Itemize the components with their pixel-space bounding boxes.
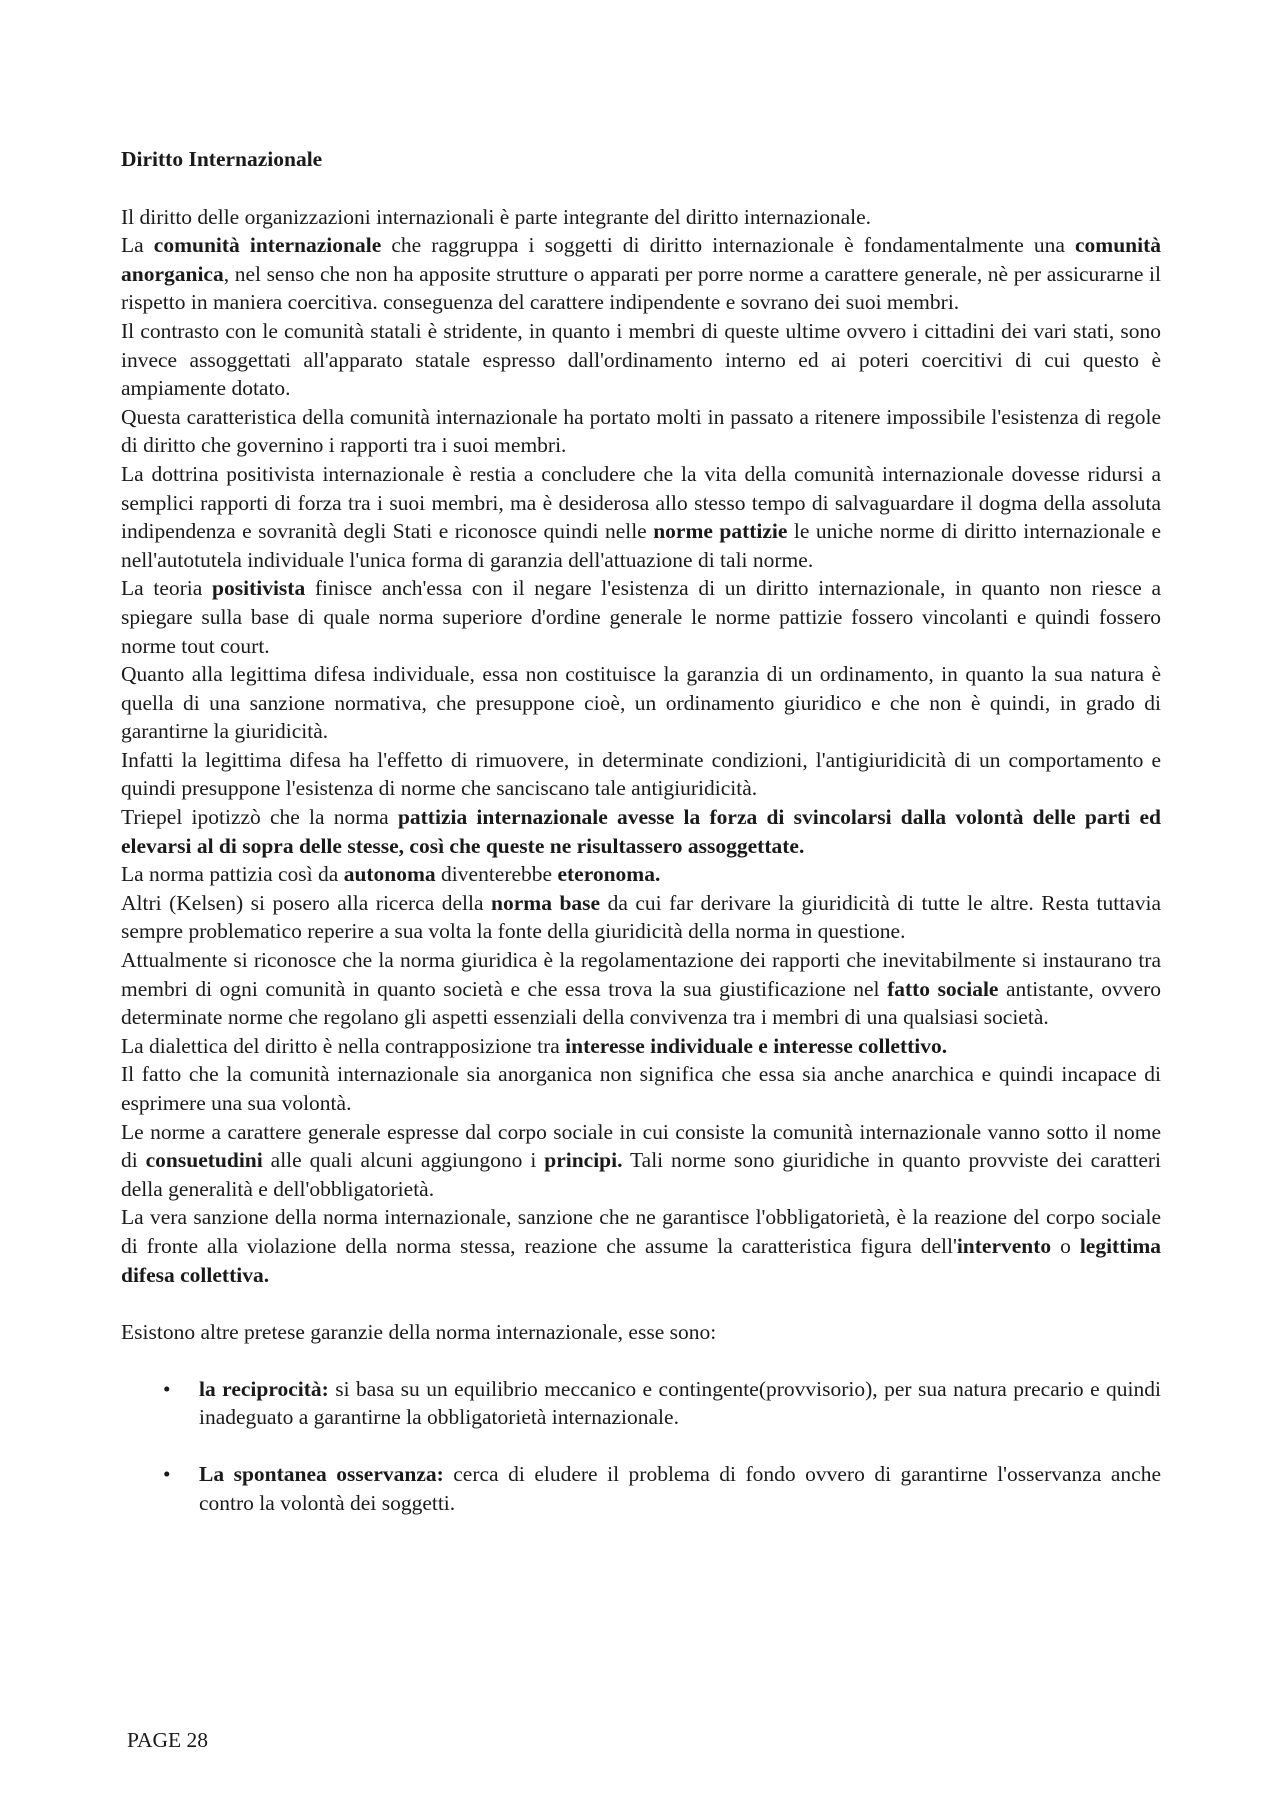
paragraph	[121, 460, 1161, 574]
paragraph	[121, 860, 1161, 889]
page-number: PAGE 28	[127, 1728, 209, 1752]
paragraph	[121, 889, 1161, 946]
text-run: da cui far derivare la giuridicità di tutte le altre. Resta tuttavia sempre problematico reperire a sua volta la fonte della giuridicità della norma in questione.	[121, 890, 1162, 944]
paragraph-list	[121, 203, 1161, 1290]
bold-text: positivista	[212, 576, 306, 601]
list-intro: Esistono altre pretese garanzie della norma internazionale, esse sono:	[121, 1320, 717, 1345]
paragraph	[121, 231, 1161, 317]
text-run: finisce anch'essa con il negare l'esistenza di un diritto internazionale, in quanto non riesce a spiegare sulla base di quale norma superiore d'ordine generale le norme pattizie fossero vincolanti e quindi fossero norme tout court.	[121, 576, 1161, 658]
bold-text: autonoma	[343, 862, 436, 887]
bold-text: norme pattizie	[653, 519, 788, 544]
bold-text: comunità internazionale	[153, 233, 382, 258]
paragraph	[121, 946, 1161, 1032]
bold-text: legittima difesa collettiva.	[121, 1233, 1162, 1287]
text-run: Il fatto che la comunità internazionale sia anorganica non significa che essa sia anche anarchica e quindi incapace di esprimere una sua volontà.	[121, 1062, 1161, 1115]
bold-text: pattizia internazionale avesse la forza di svincolarsi dalla volontà delle parti ed elevarsi al di sopra delle stesse, così che queste ne risultassero assoggettate.	[121, 805, 1161, 858]
text-run: Attualmente si riconosce che la norma giuridica è la regolamentazione dei rapporti che inevitabilmente si instaurano tra membri di ogni comunità in quanto società e che essa trova la sua giustificazione nel	[121, 948, 1161, 1001]
text-run: Infatti la legittima difesa ha l'effetto di rimuovere, in determinate condizioni, l'antigiuridicità di un comportamento e quindi presuppone l'esistenza di norme che sanciscano tale antigiuridicità.	[121, 747, 1161, 801]
bold-text: principi.	[544, 1148, 623, 1173]
text-run: La teoria	[121, 576, 213, 601]
bullet-icon: •	[163, 1376, 171, 1401]
text-run: alle quali alcuni aggiungono i	[262, 1148, 545, 1173]
document-body	[121, 145, 1161, 1545]
paragraph	[121, 803, 1161, 860]
text-run: La	[121, 233, 154, 258]
text-run: che raggruppa i soggetti di diritto internazionale è fondamentalmente una	[381, 233, 1075, 258]
text-run: si basa su un equilibrio meccanico e contingente(provvisorio), per sua natura precario e quindi inadeguato a garantirne la obbligatorietà internazionale.	[199, 1376, 1161, 1430]
bold-text: interesse individuale e interesse collettivo.	[565, 1033, 948, 1058]
text-run: La vera sanzione della norma internazionale, sanzione che ne garantisce l'obbligatorietà, è la reazione del corpo sociale di fronte alla violazione della norma stessa, reazione che assume la caratteristica figura dell'	[121, 1205, 1161, 1258]
bold-text: comunità anorganica	[121, 233, 1161, 286]
text-run: Altri (Kelsen) si posero alla ricerca della	[121, 890, 492, 915]
text-run: le uniche norme di diritto internazionale e nell'autotutela individuale l'unica forma di garanzia dell'attuazione di tali norme.	[121, 519, 1162, 572]
paragraph	[121, 403, 1161, 460]
paragraph	[121, 746, 1161, 803]
text-run: La dialettica del diritto è nella contrapposizione tra	[121, 1033, 566, 1058]
paragraph	[121, 1118, 1161, 1204]
text-run: cerca di eludere il problema di fondo ovvero di garantirne l'osservanza anche contro la volontà dei soggetti.	[199, 1461, 1161, 1515]
paragraph	[121, 1032, 1161, 1061]
bullet-list	[121, 1375, 1161, 1517]
text-run: Le norme a carattere generale espresse dal corpo sociale in cui consiste la comunità internazionale vanno sotto il nome di	[121, 1119, 1161, 1173]
bold-text: norma base	[491, 890, 601, 915]
bold-text: eteronoma.	[557, 862, 661, 887]
text-run: , nel senso che non ha apposite strutture o apparati per porre norme a carattere generale, nè per assicurarne il rispetto in maniera coercitiva. conseguenza del carattere indipendente e sovrano dei suoi membri.	[121, 261, 1161, 315]
text-run: Quanto alla legittima difesa individuale, essa non costituisce la garanzia di un ordinamento, in quanto la sua natura è quella di una sanzione normativa, che presuppone cioè, un ordinamento giuridico e che non è quindi, in grado di garantirne la giuridicità.	[121, 662, 1161, 744]
bullet-icon: •	[163, 1461, 171, 1486]
paragraph	[121, 574, 1161, 660]
list-item	[121, 1460, 1161, 1517]
bold-text: La spontanea osservanza:	[199, 1461, 444, 1486]
paragraph	[121, 317, 1161, 403]
paragraph	[121, 1060, 1161, 1117]
paragraph	[121, 660, 1161, 746]
text-run: antistante, ovvero determinate norme che regolano gli aspetti essenziali della convivenza tra i membri di una qualsiasi società.	[121, 976, 1161, 1030]
text-run: Il contrasto con le comunità statali è stridente, in quanto i membri di queste ultime ovvero i cittadini dei vari stati, sono invece assoggettati all'apparato statale espresso dall'ordinamento interno ed ai poteri coercitivi di cui questo è ampiamente dotato.	[121, 318, 1161, 401]
text-run: Triepel ipotizzò che la norma	[121, 805, 398, 830]
paragraph	[121, 1203, 1161, 1289]
text-run: Questa caratteristica della comunità internazionale ha portato molti in passato a ritenere impossibile l'esistenza di regole di diritto che governino i rapporti tra i suoi membri.	[121, 404, 1161, 458]
text-run: La dottrina positivista internazionale è restia a concludere che la vita della comunità internazionale dovesse ridursi a semplici rapporti di forza tra i suoi membri, ma è desiderosa allo stesso tempo di salvaguardare il dogma della assoluta indipendenza e sovranità degli Stati e riconosce quindi nelle	[121, 461, 1161, 544]
bold-text: fatto sociale	[887, 976, 999, 1001]
text-run: diventerebbe	[435, 862, 558, 887]
list-item	[121, 1375, 1161, 1432]
bold-text: la reciprocità:	[199, 1376, 329, 1401]
text-run: La norma pattizia così da	[121, 862, 344, 887]
document-title: Diritto Internazionale	[121, 147, 323, 171]
bold-text: consuetudini	[145, 1148, 263, 1173]
text-run: o	[1051, 1233, 1080, 1258]
bold-text: intervento	[956, 1233, 1052, 1258]
text-run: Tali norme sono giuridiche in quanto provviste dei caratteri della generalità e dell'obbligatorietà.	[121, 1148, 1162, 1201]
text-run: Il diritto delle organizzazioni internazionali è parte integrante del diritto internazionale.	[121, 204, 872, 229]
paragraph	[121, 203, 1161, 232]
